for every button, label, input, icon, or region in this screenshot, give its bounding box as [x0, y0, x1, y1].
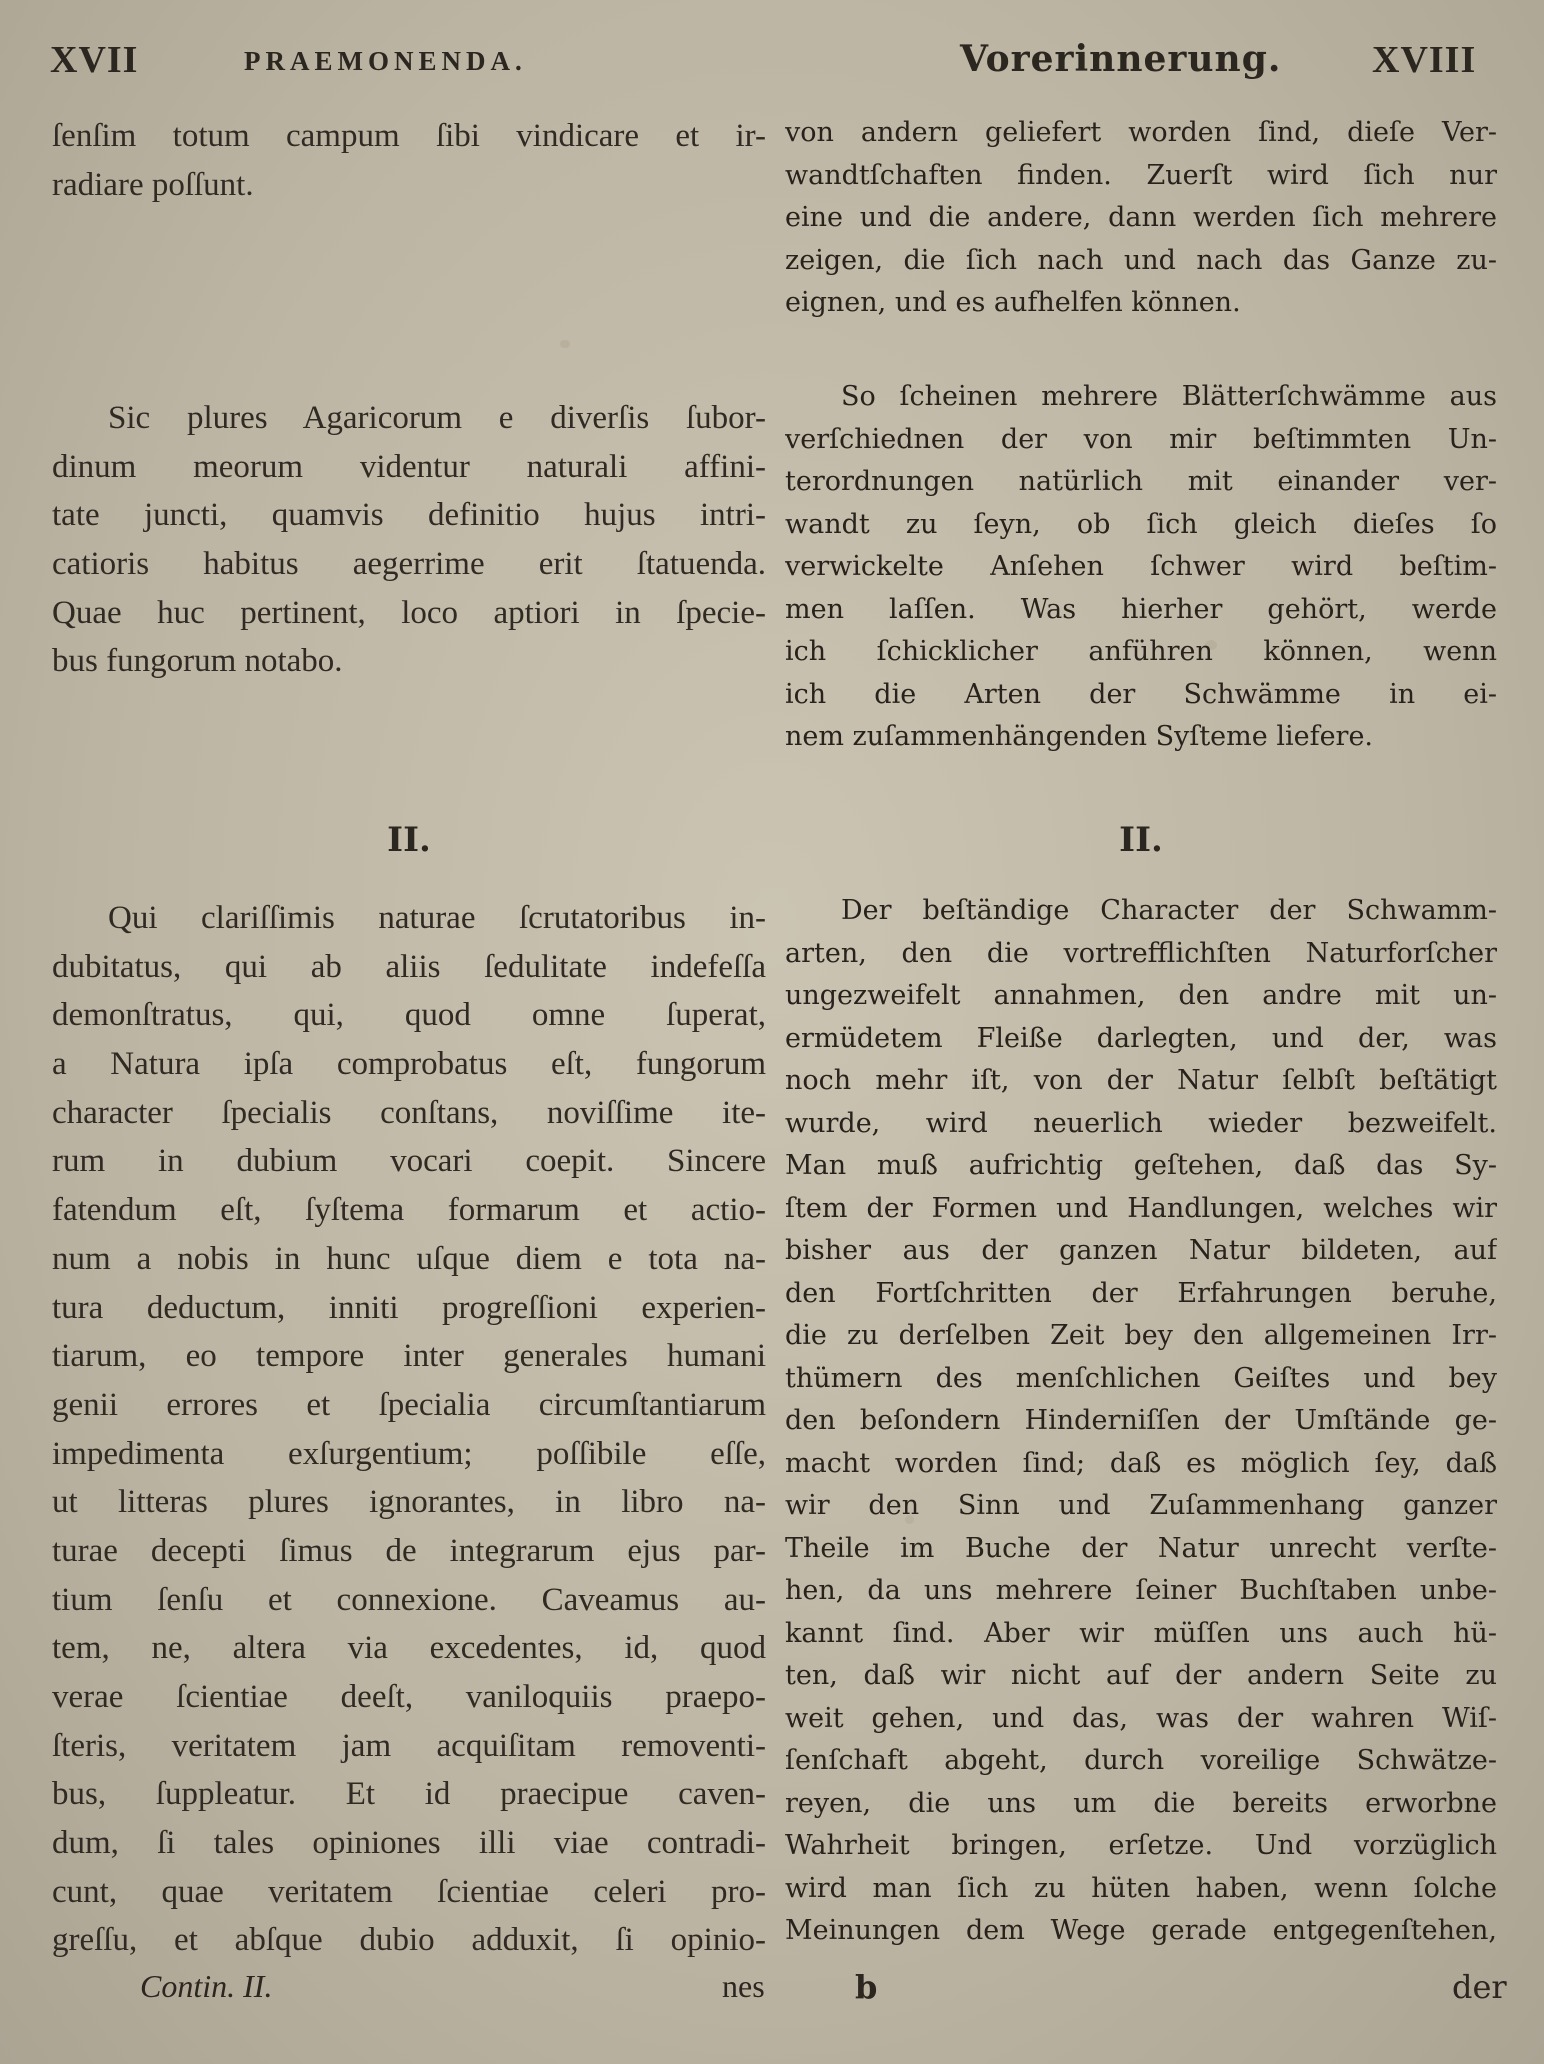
text-line: Qui clariſſimis naturae ſcrutatoribus in-	[108, 900, 766, 936]
text-line: demonſtratus, qui, quod omne ſuperat,	[52, 997, 766, 1034]
text-line: ungezweifelt annahmen, den andre mit un-	[785, 980, 1497, 1011]
text-line: cunt, quae veritatem ſcientiae celeri pro-	[52, 1873, 766, 1910]
text-line: verſchiednen der von mir beſtimmten Un-	[785, 423, 1497, 455]
latin-intro-paragraph	[52, 112, 766, 209]
text-line: bisher aus der ganzen Natur bildeten, auf	[785, 1235, 1497, 1266]
text-line: greſſu, et abſque dubio adduxit, ſi opinio-	[52, 1922, 766, 1959]
text-line: num a nobis in hunc uſque diem e tota na-	[52, 1240, 766, 1277]
text-line: rum in dubium vocari coepit. Sincere	[52, 1143, 766, 1180]
text-line: tem, ne, altera via excedentes, id, quod	[52, 1630, 766, 1667]
left-page-number: XVII	[50, 39, 139, 81]
text-line: macht worden ſind; daß es möglich ſey, daß	[785, 1447, 1497, 1479]
text-line: radiare poſſunt.	[52, 166, 254, 203]
text-line: tura deductum, inniti progreſſioni experien-	[52, 1289, 766, 1326]
text-line: Man muß aufrichtig geſtehen, daß das Sy-	[785, 1150, 1497, 1181]
text-line: Der beſtändige Character der Schwamm-	[841, 895, 1497, 926]
text-line: Quae huc pertinent, loco aptiori in ſpecie-	[52, 594, 766, 631]
right-catchword: der	[1452, 1968, 1507, 2006]
text-line: wurde, wird neuerlich wieder bezweifelt.	[785, 1107, 1497, 1139]
text-line: eignen, und es aufhelfen können.	[785, 287, 1241, 318]
page-footer	[0, 1968, 1544, 2018]
text-line: character ſpecialis conſtans, noviſſime ite-	[52, 1094, 766, 1131]
text-line: reyen, die uns um die bereits erworbne	[785, 1787, 1497, 1819]
text-line: catioris habitus aegerrime erit ſtatuenda.	[52, 546, 766, 583]
latin-section-heading: II.	[387, 820, 431, 860]
text-line: impedimenta exſurgentium; poſſibile eſſe,	[52, 1435, 766, 1472]
text-line: von andern geliefert worden ſind, dieſe Ver-	[785, 117, 1497, 148]
text-line: Sic plures Agaricorum e diverſis ſubor-	[108, 400, 766, 436]
text-line: dubitatus, qui ab aliis ſedulitate indefeſſa	[52, 948, 766, 985]
text-line: ut litteras plures ignorantes, in libro na-	[52, 1484, 766, 1521]
text-line: zeigen, die ſich nach und nach das Ganze zu-	[785, 244, 1497, 276]
text-line: verae ſcientiae deeſt, vaniloquiis praepo-	[52, 1679, 766, 1715]
text-line: ſenſim totum campum ſibi vindicare et ir-	[52, 118, 766, 154]
text-line: die zu derſelben Zeit bey den allgemeinen Irr-	[785, 1320, 1497, 1351]
text-line: men laſſen. Was hierher gehört, werde	[785, 593, 1497, 625]
text-line: ſteris, veritatem jam acquiſitam removenti-	[52, 1727, 766, 1764]
latin-paragraph-agarics	[52, 394, 766, 686]
german-intro-paragraph	[785, 112, 1497, 325]
text-line: ſtem der Formen und Handlungen, welches wir	[785, 1192, 1497, 1224]
german-column	[785, 112, 1497, 2024]
text-line: eine und die andere, dann werden ſich mehrere	[785, 202, 1497, 233]
text-line: ich die Arten der Schwämme in ei-	[785, 678, 1497, 710]
text-line: wandtſchaften finden. Zuerſt wird ſich nur	[785, 159, 1497, 191]
text-line: fatendum eſt, ſyſtema formarum et actio-	[52, 1192, 766, 1229]
german-paragraph-character	[785, 890, 1497, 1953]
latin-paragraph-character	[52, 894, 766, 1965]
german-paragraph-agarics	[785, 376, 1497, 759]
text-line: bus fungorum notabo.	[52, 643, 343, 680]
latin-column	[52, 112, 766, 2024]
right-running-head: Vorerinnerung.	[960, 38, 1282, 80]
text-line: tium ſenſu et connexione. Caveamus au-	[52, 1581, 766, 1618]
text-line: verwickelte Anſehen ſchwer wird beſtim-	[785, 551, 1497, 582]
text-line: Theile im Buche der Natur unrecht verſte-	[785, 1532, 1497, 1564]
text-line: ich ſchicklicher anführen können, wenn	[785, 636, 1497, 667]
left-running-head: PRAEMONENDA.	[244, 46, 527, 76]
left-signature-mark: Contin. II.	[140, 1968, 273, 2004]
page-header	[0, 38, 1544, 88]
text-line: kannt ſind. Aber wir müſſen uns auch hü-	[785, 1617, 1497, 1649]
text-line: bus, ſuppleatur. Et id praecipue caven-	[52, 1776, 766, 1813]
german-section-heading: II.	[1119, 820, 1163, 860]
text-line: ten, daß wir nicht auf der andern Seite zu	[785, 1660, 1497, 1691]
text-line: nem zuſammenhängenden Syſteme liefere.	[785, 721, 1374, 752]
right-page-number: XVIII	[1372, 39, 1477, 81]
text-line: terordnungen natürlich mit einander ver-	[785, 466, 1497, 497]
text-line: Meinungen dem Wege gerade entgegenſtehen,	[785, 1915, 1497, 1946]
text-line: den beſondern Hinderniſſen der Umſtände ge-	[785, 1405, 1497, 1436]
text-line: dum, ſi tales opiniones illi viae contradi-	[52, 1825, 766, 1862]
text-line: genii errores et ſpecialia circumſtantiarum	[52, 1386, 766, 1423]
text-line: wandt zu ſeyn, ob ſich gleich dieſes ſo	[785, 508, 1497, 540]
text-line: thümern des menſchlichen Geiſtes und bey	[785, 1362, 1497, 1394]
text-line: turae decepti ſimus de integrarum ejus par-	[52, 1532, 766, 1569]
text-line: dinum meorum videntur naturali affini-	[52, 448, 766, 485]
text-line: tate juncti, quamvis definitio hujus intri-	[52, 497, 766, 534]
text-line: ſenſchaft abgeht, durch voreilige Schwätze-	[785, 1745, 1497, 1776]
left-catchword: nes	[722, 1968, 765, 2004]
text-line: tiarum, eo tempore inter generales humani	[52, 1338, 766, 1375]
text-line: noch mehr iſt, von der Natur ſelbſt beſtätigt	[785, 1065, 1497, 1096]
text-line: hen, da uns mehrere ſeiner Buchſtaben unbe-	[785, 1575, 1497, 1606]
text-line: a Natura ipſa comprobatus eſt, fungorum	[52, 1046, 766, 1083]
text-line: Wahrheit bringen, erſetze. Und vorzüglich	[785, 1830, 1497, 1861]
text-line: wird man ſich zu hüten haben, wenn ſolche	[785, 1872, 1497, 1904]
text-line: So ſcheinen mehrere Blätterſchwämme aus	[841, 381, 1497, 412]
text-line: wir den Sinn und Zuſammenhang ganzer	[785, 1490, 1497, 1521]
right-signature-mark: b	[855, 1968, 878, 2006]
text-line: ermüdetem Fleiße darlegten, und der, was	[785, 1022, 1497, 1054]
text-line: weit gehen, und das, was der wahren Wiſ-	[785, 1702, 1497, 1734]
text-line: den Fortſchritten der Erfahrungen beruhe,	[785, 1277, 1497, 1309]
text-line: arten, den die vortrefflichſten Naturforſcher	[785, 937, 1497, 969]
